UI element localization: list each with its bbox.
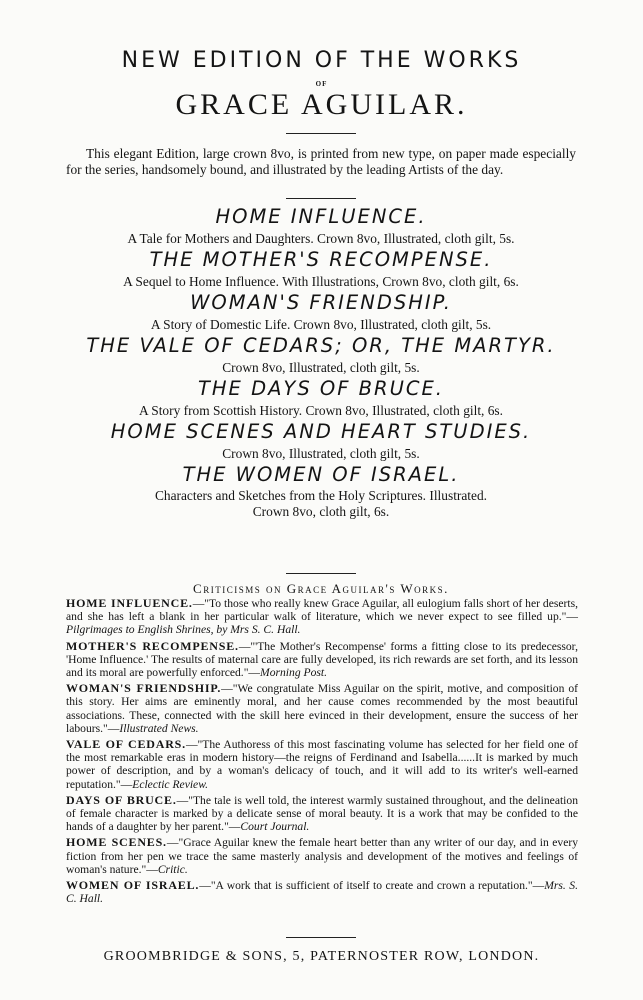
book-description: Characters and Sketches from the Holy Scriptures. Illustrated.	[154, 488, 488, 503]
author-name: GRACE AGUILAR.	[175, 88, 468, 121]
criticism-text: —"The tale is well told, the interest warmly sustained throughout, and the delineation of female character is marked by a delicate sense of moral beauty. It is a work that may be confided to the hands of a daughter by her parent."—	[66, 793, 578, 834]
book-description: A Story from Scottish History. Crown 8vo, Illustrated, cloth gilt, 6s.	[138, 403, 503, 418]
book-entry	[66, 462, 576, 520]
criticism-title: HOME SCENES.	[66, 835, 167, 850]
book-title: WOMAN'S FRIENDSHIP.	[190, 291, 452, 314]
criticism-source: Mrs. S. C. Hall.	[66, 879, 578, 906]
book-description: A Story of Domestic Life. Crown 8vo, Illustrated, cloth gilt, 5s.	[150, 317, 492, 332]
book-title: THE VALE OF CEDARS; OR, THE MARTYR.	[86, 334, 556, 357]
criticism-source: Eclectic Review.	[132, 777, 208, 791]
book-entry	[66, 333, 576, 376]
criticism-entry	[66, 879, 578, 905]
criticism-entry	[66, 682, 578, 735]
criticism-entry	[66, 738, 578, 791]
criticism-source: Pilgrimages to English Shrines, by Mrs S. C. Hall.	[66, 623, 301, 637]
criticism-source: Critic.	[157, 862, 188, 876]
page-title: NEW EDITION OF THE WORKS	[121, 48, 522, 73]
criticism-text: —"Grace Aguilar knew the female heart better than any writer of our day, and in every fiction from her pen we trace the same masterly analysis and development of the motives and feelings of woman's nature."—	[66, 836, 578, 876]
book-description: Crown 8vo, Illustrated, cloth gilt, 5s.	[222, 360, 420, 375]
book-description: Crown 8vo, Illustrated, cloth gilt, 5s.	[222, 446, 420, 461]
criticism-title: WOMAN'S FRIENDSHIP.	[66, 681, 222, 696]
criticism-source: Morning Post.	[260, 666, 328, 680]
criticism-source: Court Journal.	[240, 820, 310, 834]
book-entry	[66, 290, 576, 333]
footer-rule	[286, 937, 356, 938]
book-entry	[66, 247, 576, 290]
book-title: THE MOTHER'S RECOMPENSE.	[149, 248, 493, 271]
section-rule	[286, 573, 356, 574]
title-of: OF	[315, 80, 328, 88]
criticism-text: —"We congratulate Miss Aguilar on the spirit, motive, and composition of this story. Her aims are eminently moral, and her cause comes recommended by the most beautiful associations. These, connected with the skill here evinced in their development, ensure the success of her labours."—	[66, 682, 578, 735]
criticism-title: VALE OF CEDARS.	[66, 737, 186, 752]
criticism-title: MOTHER'S RECOMPENSE.	[66, 638, 239, 653]
criticism-entry	[66, 794, 578, 834]
criticism-text: —"The Authoress of this most fascinating volume has selected for her field one of the most remarkable eras in modern history—the reigns of Ferdinand and Isabella......It is marked by much power of description, and by a woman's delicacy of touch, and it will add to its writer's well-earned reputation."—	[66, 738, 578, 791]
book-description: A Sequel to Home Influence. With Illustrations, Crown 8vo, cloth gilt, 6s.	[123, 274, 519, 289]
criticisms-list	[66, 597, 578, 908]
book-title: HOME SCENES AND HEART STUDIES.	[110, 420, 532, 443]
book-title: HOME INFLUENCE.	[215, 205, 427, 228]
criticism-entry	[66, 836, 578, 876]
criticism-title: WOMEN OF ISRAEL.	[66, 878, 200, 893]
criticism-entry	[66, 640, 578, 680]
criticism-title: HOME INFLUENCE.	[66, 596, 193, 610]
intro-paragraph: This elegant Edition, large crown 8vo, is printed from new type, on paper made especially for the series, handsomely bound, and illustrated by the leading Artists of the day.	[66, 146, 576, 177]
book-entry	[66, 204, 576, 247]
publisher-imprint: GROOMBRIDGE & SONS, 5, PATERNOSTER ROW, LONDON.	[103, 949, 540, 964]
intro-rule	[286, 198, 356, 199]
criticism-entry	[66, 597, 578, 637]
book-list	[66, 204, 576, 520]
book-title: THE DAYS OF BRUCE.	[197, 377, 445, 400]
criticism-text: —"'The Mother's Recompense' forms a fitting close to its predecessor, 'Home Influence.' The results of maternal care are fully developed, its rich rewards are set forth, and its lesson and its moral are powerfully enforced."—	[66, 639, 578, 680]
book-title: THE WOMEN OF ISRAEL.	[182, 463, 460, 486]
criticism-text: —"To those who really knew Grace Aguilar, all eulogium falls short of her deserts, and she has left a blank in her particular walk of literature, which we never expect to see filled up."—	[66, 597, 578, 624]
book-entry	[66, 419, 576, 462]
book-description-line2: Crown 8vo, cloth gilt, 6s.	[252, 504, 390, 519]
title-rule	[286, 133, 356, 134]
criticism-title: DAYS OF BRUCE.	[66, 792, 177, 807]
criticism-source: Illustrated News.	[119, 721, 199, 735]
criticism-text: —"A work that is sufficient of itself to create and crown a reputation."—	[199, 879, 545, 893]
criticisms-heading: Criticisms on Grace Aguilar's Works.	[193, 581, 449, 596]
book-description: A Tale for Mothers and Daughters. Crown 8vo, Illustrated, cloth gilt, 5s.	[127, 231, 515, 246]
book-entry	[66, 376, 576, 419]
